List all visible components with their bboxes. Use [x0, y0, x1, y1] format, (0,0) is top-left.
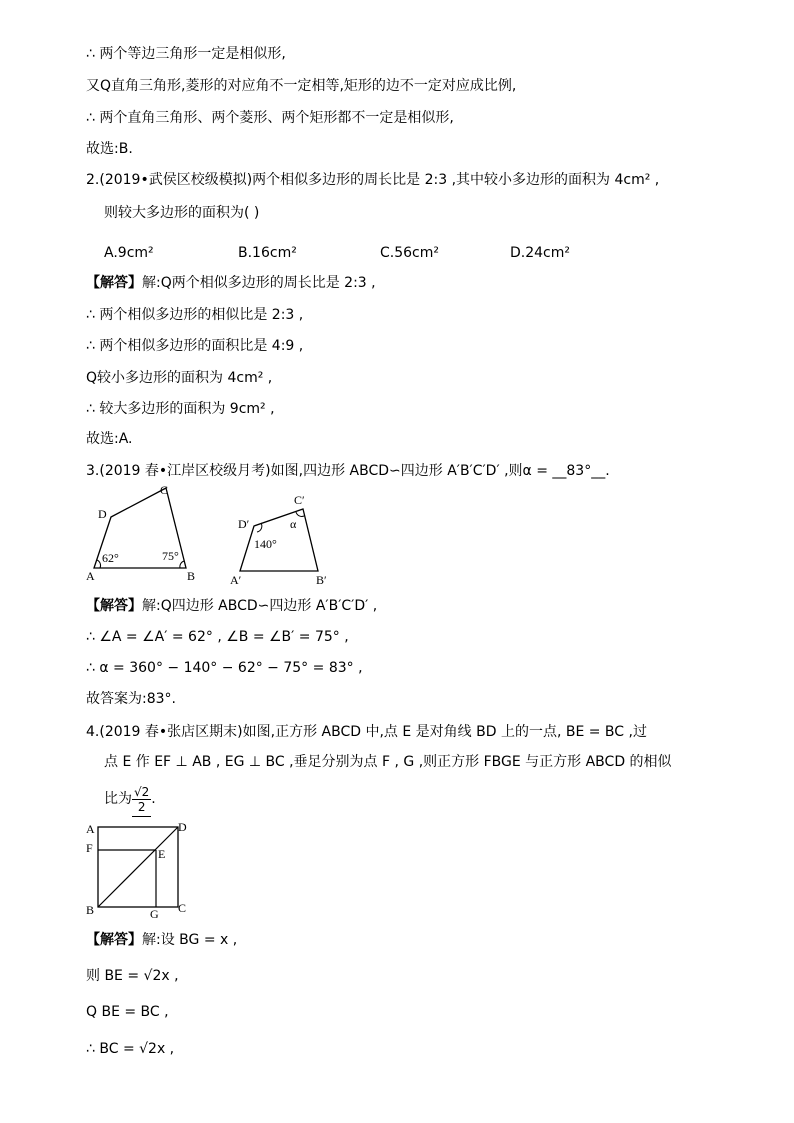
q4-solution-line-1 [86, 930, 237, 950]
angle-a-label: 62° [102, 551, 119, 565]
answer-tag: 【解答】 [86, 932, 142, 948]
label-c: C [178, 901, 187, 915]
q4-ratio-prefix: 比为 [104, 791, 132, 807]
intro-line-1: ∴ 两个等边三角形一定是相似形, [86, 46, 286, 62]
q4-stem-line-3 [104, 782, 156, 817]
label-b: B [187, 569, 196, 583]
label-a: A [86, 569, 95, 583]
q4-figure-square [82, 818, 194, 922]
q2-stem-line-2: 则较大多边形的面积为( ) [104, 205, 260, 221]
q2-solution-line-2: ∴ 两个相似多边形的相似比是 2:3 , [86, 307, 304, 323]
q4-solution-line-2: 则 BE = √2x , [86, 968, 179, 984]
q2-option-a: A.9cm² [104, 245, 154, 261]
label-g: G [150, 907, 159, 921]
answer-tag: 【解答】 [86, 598, 142, 614]
q2-solution-line-1 [86, 273, 376, 293]
fraction-denominator: 2 [137, 799, 146, 814]
label-d: D [98, 507, 107, 521]
q4-solution-text-1: 解:设 BG = x , [142, 932, 238, 948]
intro-line-2: 又Q直角三角形,菱形的对应角不一定相等,矩形的边不一定对应成比例, [86, 78, 517, 94]
label-d-prime: D′ [238, 517, 250, 531]
q4-answer-fraction [132, 785, 151, 814]
q2-solution-line-4: Q较小多边形的面积为 4cm² , [86, 370, 273, 386]
q2-solution-line-5: ∴ 较大多边形的面积为 9cm² , [86, 401, 275, 417]
q3-stem: 3.(2019 春•江岸区校级月考)如图,四边形 ABCD∽四边形 A′B′C′D′ ,则α = __83°__. [86, 463, 610, 479]
q4-stem-line-2: 点 E 作 EF ⊥ AB , EG ⊥ BC ,垂足分别为点 F , G ,则正方形 FBGE 与正方形 ABCD 的相似 [104, 754, 672, 770]
q3-solution-line-2: ∴ ∠A = ∠A′ = 62° , ∠B = ∠B′ = 75° , [86, 629, 349, 645]
alpha-label: α [290, 517, 297, 531]
q3-solution-line-4: 故答案为:83°. [86, 691, 176, 707]
q3-figure-abcd [84, 480, 208, 584]
q2-stem-line-1: 2.(2019•武侯区校级模拟)两个相似多边形的周长比是 2:3 ,其中较小多边形的面积为 4cm² , [86, 172, 660, 188]
label-c: C [160, 483, 169, 497]
q3-figure-abcd-prime [228, 488, 338, 588]
q3-solution-text-1: 解:Q四边形 ABCD∽四边形 A′B′C′D′ , [142, 598, 378, 614]
q4-ratio-suffix: . [151, 791, 156, 807]
q4-solution-line-4: ∴ BC = √2x , [86, 1041, 175, 1057]
label-d: D [178, 820, 187, 834]
label-e: E [158, 847, 166, 861]
label-a: A [86, 822, 95, 836]
label-c-prime: C′ [294, 493, 305, 507]
q2-solution-line-6: 故选:A. [86, 431, 133, 447]
label-b-prime: B′ [316, 573, 327, 587]
q4-stem-line-1: 4.(2019 春•张店区期末)如图,正方形 ABCD 中,点 E 是对角线 BD 上的一点, BE = BC ,过 [86, 724, 647, 740]
label-b: B [86, 903, 95, 917]
q4-solution-line-3: Q BE = BC , [86, 1004, 169, 1020]
q2-solution-text-1: 解:Q两个相似多边形的周长比是 2:3 , [142, 275, 376, 291]
q2-option-d: D.24cm² [510, 245, 570, 261]
intro-line-4: 故选:B. [86, 141, 133, 157]
q2-solution-line-3: ∴ 两个相似多边形的面积比是 4:9 , [86, 338, 304, 354]
answer-tag: 【解答】 [86, 275, 142, 291]
label-f: F [86, 841, 93, 855]
intro-line-3: ∴ 两个直角三角形、两个菱形、两个矩形都不一定是相似形, [86, 110, 454, 126]
q2-option-c: C.56cm² [380, 245, 439, 261]
angle-b-label: 75° [162, 549, 179, 563]
q3-solution-line-3: ∴ α = 360° − 140° − 62° − 75° = 83° , [86, 660, 363, 676]
q2-option-b: B.16cm² [238, 245, 297, 261]
angle-d-prime-label: 140° [254, 537, 277, 551]
q3-solution-line-1 [86, 596, 377, 616]
q4-answer-blank [132, 782, 151, 817]
fraction-numerator: √2 [134, 784, 150, 799]
label-a-prime: A′ [230, 573, 242, 587]
